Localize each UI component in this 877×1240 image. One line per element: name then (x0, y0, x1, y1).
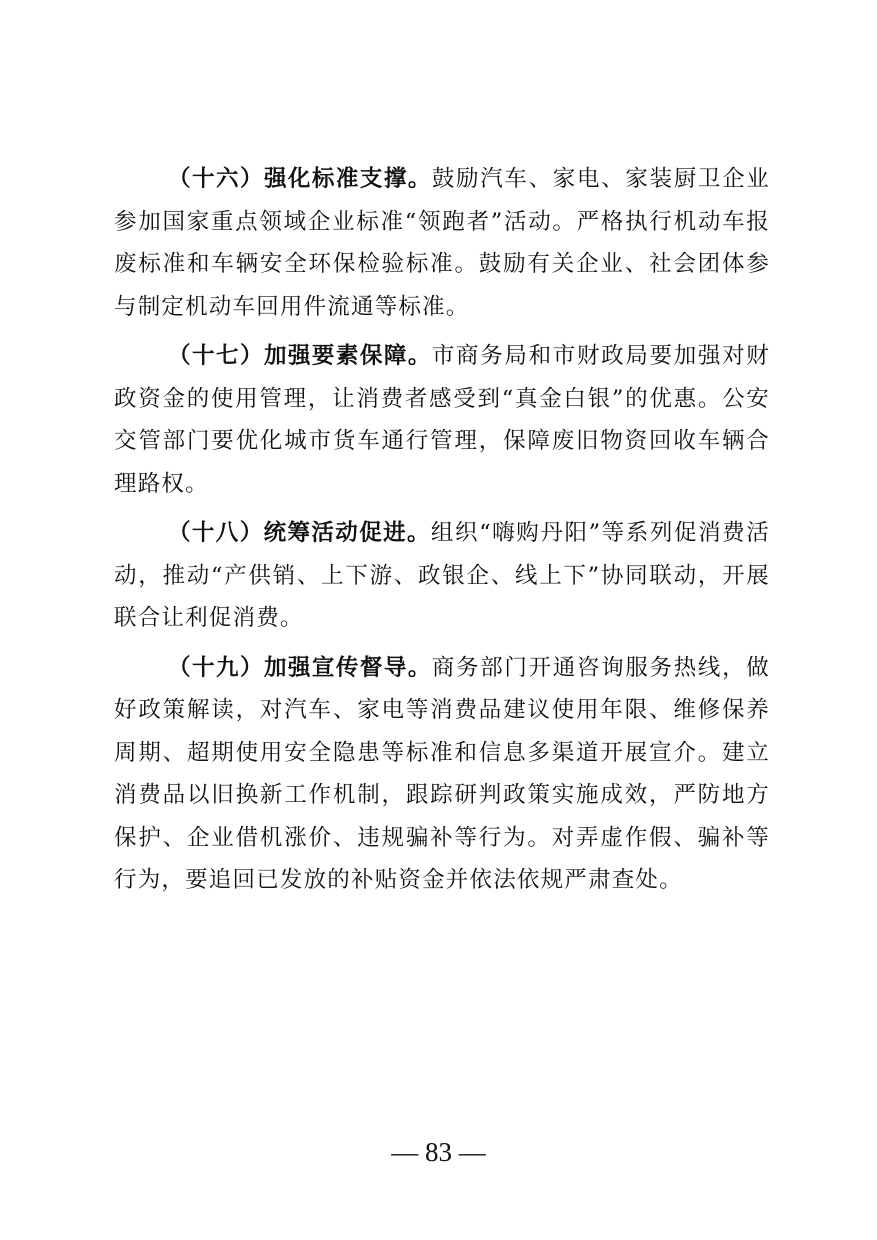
paragraph-18-heading: （十八）统筹活动促进。 (168, 520, 431, 546)
paragraph-16-body: 鼓励汽车、家电、家装厨卫企业参加国家重点领域企业标准“领跑者”活动。严格执行机动车报废标准和车辆安全环保检验标准。鼓励有关企业、社会团体参与制定机动车回用件流通等标准。 (114, 166, 770, 320)
paragraph-17-body: 市商务局和市财政局要加强对财政资金的使用管理，让消费者感受到“真金白银”的优惠。公安交管部门要优化城市货车通行管理，保障废旧物资回收车辆合理路权。 (114, 343, 770, 497)
paragraph-19-body: 商务部门开通咨询服务热线，做好政策解读，对汽车、家电等消费品建议使用年限、维修保养周期、超期使用安全隐患等标准和信息多渠道开展宣介。建立消费品以旧换新工作机制，跟踪研判政策实施成效，严防地方保护、企业借机涨价、违规骗补等行为。对弄虚作假、骗补等行为，要追回已发放的补贴资金并依法依规严肃查处。 (114, 654, 770, 893)
paragraph-18 (114, 512, 770, 640)
page-number: — 83 — (391, 1137, 486, 1167)
paragraph-19-heading: （十九）加强宣传督导。 (168, 654, 432, 681)
paragraph-17 (114, 335, 770, 505)
paragraph-17-heading: （十七）加强要素保障。 (168, 343, 432, 369)
paragraph-16-heading: （十六）强化标准支撑。 (168, 166, 432, 192)
document-body (114, 158, 770, 909)
paragraph-19 (114, 647, 770, 902)
paragraph-18-body: 组织“嗨购丹阳”等系列促消费活动，推动“产供销、上下游、政银企、线上下”协同联动，开展联合让利促消费。 (114, 520, 770, 631)
paragraph-16 (114, 158, 770, 328)
